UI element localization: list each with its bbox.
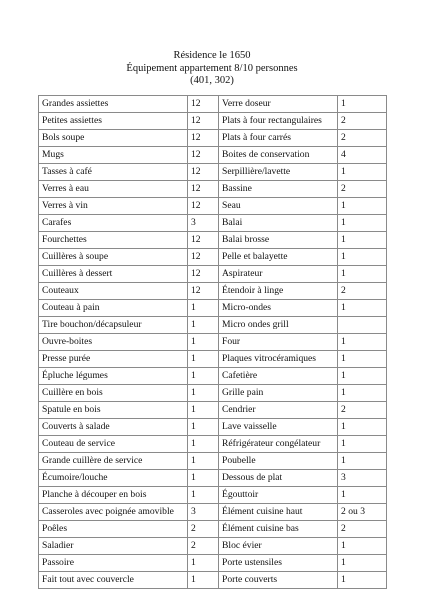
table-row (39, 334, 387, 351)
item-name-right: Four (219, 334, 338, 351)
item-quantity-left: 1 (188, 368, 219, 385)
item-name-left: Fait tout avec couvercle (39, 572, 188, 589)
item-quantity-left: 1 (188, 300, 219, 317)
table-row (39, 198, 387, 215)
table-row (39, 96, 387, 113)
table-row (39, 419, 387, 436)
item-quantity-right: 1 (338, 385, 387, 402)
item-quantity-left: 1 (188, 351, 219, 368)
table-row (39, 317, 387, 334)
item-quantity-right: 1 (338, 232, 387, 249)
table-row (39, 266, 387, 283)
item-quantity-left: 3 (188, 215, 219, 232)
document-header (0, 50, 424, 88)
item-quantity-right: 4 (338, 147, 387, 164)
item-quantity-left: 3 (188, 504, 219, 521)
item-name-left: Saladier (39, 538, 188, 555)
item-quantity-left: 12 (188, 130, 219, 147)
item-name-left: Poêles (39, 521, 188, 538)
table-row (39, 351, 387, 368)
item-quantity-right: 1 (338, 453, 387, 470)
table-row (39, 215, 387, 232)
item-quantity-right: 1 (338, 266, 387, 283)
item-quantity-left: 1 (188, 572, 219, 589)
item-quantity-left: 1 (188, 402, 219, 419)
item-name-left: Carafes (39, 215, 188, 232)
item-quantity-left: 1 (188, 436, 219, 453)
table-row (39, 249, 387, 266)
item-name-left: Verres à eau (39, 181, 188, 198)
equipment-table-body (39, 96, 387, 589)
item-quantity-left: 12 (188, 147, 219, 164)
item-quantity-right: 1 (338, 487, 387, 504)
table-row (39, 470, 387, 487)
item-quantity-left: 12 (188, 96, 219, 113)
item-quantity-left: 12 (188, 198, 219, 215)
item-quantity-left: 2 (188, 521, 219, 538)
residence-title: Résidence le 1650 (173, 50, 251, 61)
item-name-left: Écumoire/louche (39, 470, 188, 487)
item-name-left: Cuillères à soupe (39, 249, 188, 266)
item-name-left: Tasses à café (39, 164, 188, 181)
table-row (39, 283, 387, 300)
item-name-left: Planche à découper en bois (39, 487, 188, 504)
item-quantity-right: 2 ou 3 (338, 504, 387, 521)
item-name-right: Cendrier (219, 402, 338, 419)
item-name-right: Porte couverts (219, 572, 338, 589)
item-quantity-left: 1 (188, 385, 219, 402)
item-quantity-right: 2 (338, 402, 387, 419)
item-quantity-right: 1 (338, 198, 387, 215)
table-row (39, 130, 387, 147)
item-quantity-left: 12 (188, 164, 219, 181)
item-name-left: Casseroles avec poignée amovible (39, 504, 188, 521)
item-name-right: Plaques vitrocéramiques (219, 351, 338, 368)
item-name-right: Plats à four rectangulaires (219, 113, 338, 130)
item-name-right: Boites de conservation (219, 147, 338, 164)
item-name-right: Pelle et balayette (219, 249, 338, 266)
table-row (39, 385, 387, 402)
item-quantity-left: 1 (188, 334, 219, 351)
item-name-right: Bloc évier (219, 538, 338, 555)
item-name-left: Verres à vin (39, 198, 188, 215)
item-quantity-right: 1 (338, 538, 387, 555)
apartment-numbers: (401, 302) (190, 75, 234, 86)
item-quantity-left: 12 (188, 113, 219, 130)
item-name-right: Porte ustensiles (219, 555, 338, 572)
table-row (39, 538, 387, 555)
item-name-right: Micro-ondes (219, 300, 338, 317)
item-quantity-right: 1 (338, 215, 387, 232)
item-name-right: Poubelle (219, 453, 338, 470)
item-quantity-right: 2 (338, 283, 387, 300)
item-name-left: Tire bouchon/décapsuleur (39, 317, 188, 334)
item-name-right: Élément cuisine bas (219, 521, 338, 538)
item-name-left: Couteau à pain (39, 300, 188, 317)
item-quantity-left: 12 (188, 249, 219, 266)
table-row (39, 436, 387, 453)
item-quantity-right: 1 (338, 164, 387, 181)
item-quantity-left: 2 (188, 538, 219, 555)
item-name-right: Micro ondes grill (219, 317, 338, 334)
item-quantity-left: 12 (188, 181, 219, 198)
item-name-left: Grandes assiettes (39, 96, 188, 113)
item-name-left: Cuillère en bois (39, 385, 188, 402)
item-name-left: Grande cuillère de service (39, 453, 188, 470)
item-name-left: Spatule en bois (39, 402, 188, 419)
table-row (39, 555, 387, 572)
table-row (39, 368, 387, 385)
item-quantity-right: 1 (338, 555, 387, 572)
item-quantity-left: 12 (188, 283, 219, 300)
item-quantity-right: 2 (338, 113, 387, 130)
table-row (39, 300, 387, 317)
item-quantity-left: 12 (188, 232, 219, 249)
table-row (39, 521, 387, 538)
table-row (39, 164, 387, 181)
item-quantity-left: 1 (188, 453, 219, 470)
item-quantity-right: 1 (338, 249, 387, 266)
item-name-left: Cuillères à dessert (39, 266, 188, 283)
item-name-right: Bassine (219, 181, 338, 198)
item-name-right: Égouttoir (219, 487, 338, 504)
item-quantity-left: 12 (188, 266, 219, 283)
equipment-subtitle: Équipement appartement 8/10 personnes (126, 62, 298, 74)
item-quantity-right (338, 317, 387, 334)
item-quantity-right: 1 (338, 368, 387, 385)
item-name-right: Grille pain (219, 385, 338, 402)
item-quantity-right: 1 (338, 419, 387, 436)
item-name-right: Cafetière (219, 368, 338, 385)
item-name-left: Couteau de service (39, 436, 188, 453)
item-quantity-right: 2 (338, 521, 387, 538)
item-name-right: Plats à four carrés (219, 130, 338, 147)
item-quantity-right: 2 (338, 181, 387, 198)
table-row (39, 181, 387, 198)
item-quantity-left: 1 (188, 487, 219, 504)
item-quantity-left: 1 (188, 470, 219, 487)
item-quantity-left: 1 (188, 317, 219, 334)
item-quantity-right: 1 (338, 96, 387, 113)
item-name-right: Verre doseur (219, 96, 338, 113)
item-name-right: Lave vaisselle (219, 419, 338, 436)
item-quantity-right: 1 (338, 334, 387, 351)
item-name-left: Couverts à salade (39, 419, 188, 436)
equipment-table (38, 95, 387, 589)
item-quantity-right: 3 (338, 470, 387, 487)
item-name-right: Dessous de plat (219, 470, 338, 487)
table-row (39, 572, 387, 589)
item-name-right: Élément cuisine haut (219, 504, 338, 521)
item-quantity-left: 1 (188, 419, 219, 436)
item-name-left: Ouvre-boites (39, 334, 188, 351)
table-row (39, 504, 387, 521)
item-name-left: Passoire (39, 555, 188, 572)
item-name-left: Bols soupe (39, 130, 188, 147)
item-quantity-right: 2 (338, 130, 387, 147)
table-row (39, 147, 387, 164)
item-name-right: Étendoir à linge (219, 283, 338, 300)
table-row (39, 487, 387, 504)
item-quantity-right: 1 (338, 351, 387, 368)
item-name-right: Aspirateur (219, 266, 338, 283)
item-quantity-left: 1 (188, 555, 219, 572)
item-name-right: Balai (219, 215, 338, 232)
item-name-right: Réfrigérateur congélateur (219, 436, 338, 453)
table-row (39, 402, 387, 419)
item-name-left: Petites assiettes (39, 113, 188, 130)
item-quantity-right: 1 (338, 572, 387, 589)
item-name-left: Épluche légumes (39, 368, 188, 385)
table-row (39, 113, 387, 130)
item-name-right: Serpillière/lavette (219, 164, 338, 181)
table-row (39, 453, 387, 470)
item-name-left: Couteaux (39, 283, 188, 300)
item-name-left: Fourchettes (39, 232, 188, 249)
item-name-right: Seau (219, 198, 338, 215)
item-name-right: Balai brosse (219, 232, 338, 249)
table-row (39, 232, 387, 249)
item-name-left: Presse purée (39, 351, 188, 368)
item-quantity-right: 1 (338, 436, 387, 453)
item-name-left: Mugs (39, 147, 188, 164)
item-quantity-right: 1 (338, 300, 387, 317)
